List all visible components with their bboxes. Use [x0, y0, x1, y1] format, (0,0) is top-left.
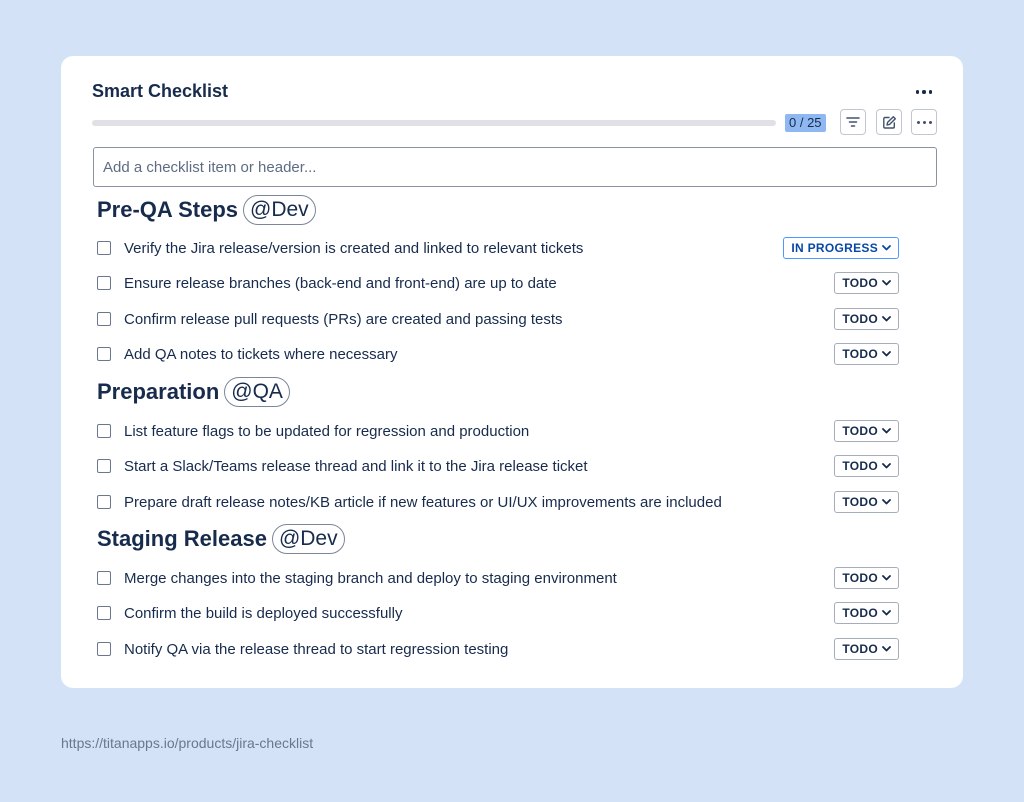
ellipsis-icon — [917, 121, 932, 124]
item-text: Merge changes into the staging branch and deploy to staging environment — [124, 569, 617, 587]
status-label: TODO — [842, 276, 878, 290]
chevron-down-icon — [882, 646, 891, 652]
status-label: TODO — [842, 571, 878, 585]
section-title: Preparation — [97, 379, 220, 404]
status-label: TODO — [842, 606, 878, 620]
item-text: Notify QA via the release thread to start regression testing — [124, 640, 509, 658]
chevron-down-icon — [882, 280, 891, 286]
checklist-item — [97, 236, 899, 260]
status-dropdown[interactable] — [834, 491, 899, 513]
footer-url: https://titanapps.io/products/jira-checklist — [61, 735, 314, 751]
status-dropdown[interactable] — [834, 567, 899, 589]
item-checkbox[interactable] — [97, 276, 111, 290]
status-dropdown[interactable] — [834, 420, 899, 442]
status-dropdown[interactable] — [783, 237, 899, 259]
card-more-icon[interactable] — [912, 82, 936, 102]
add-checklist-item-input[interactable] — [93, 147, 937, 187]
checklist-item — [97, 637, 899, 661]
item-checkbox[interactable] — [97, 571, 111, 585]
edit-icon — [882, 115, 897, 130]
smart-checklist-card — [61, 56, 963, 688]
status-label: TODO — [842, 312, 878, 326]
item-text: Start a Slack/Teams release thread and link it to the Jira release ticket — [124, 457, 588, 475]
item-checkbox[interactable] — [97, 459, 111, 473]
chevron-down-icon — [882, 499, 891, 505]
item-text: Prepare draft release notes/KB article if new features or UI/UX improvements are included — [124, 493, 722, 511]
status-label: TODO — [842, 424, 878, 438]
status-label: TODO — [842, 495, 878, 509]
item-checkbox[interactable] — [97, 312, 111, 326]
item-checkbox[interactable] — [97, 606, 111, 620]
assignee-mention[interactable]: @Dev — [272, 524, 345, 554]
edit-button[interactable] — [876, 109, 902, 135]
chevron-down-icon — [882, 610, 891, 616]
status-dropdown[interactable] — [834, 455, 899, 477]
section-title: Staging Release — [97, 526, 267, 551]
item-text: Confirm the build is deployed successfully — [124, 604, 403, 622]
chevron-down-icon — [882, 575, 891, 581]
assignee-mention[interactable]: @Dev — [243, 195, 316, 225]
section-header-staging-release — [97, 524, 345, 554]
status-label: TODO — [842, 642, 878, 656]
chevron-down-icon — [882, 245, 891, 251]
item-checkbox[interactable] — [97, 495, 111, 509]
item-text: Add QA notes to tickets where necessary — [124, 345, 398, 363]
more-options-button[interactable] — [911, 109, 937, 135]
item-checkbox[interactable] — [97, 424, 111, 438]
status-dropdown[interactable] — [834, 602, 899, 624]
checklist-item — [97, 419, 899, 443]
item-text: Verify the Jira release/version is created and linked to relevant tickets — [124, 239, 584, 257]
progress-count-badge: 0 / 25 — [785, 114, 826, 132]
chevron-down-icon — [882, 316, 891, 322]
status-dropdown[interactable] — [834, 343, 899, 365]
chevron-down-icon — [882, 428, 891, 434]
status-label: IN PROGRESS — [791, 241, 878, 255]
status-dropdown[interactable] — [834, 308, 899, 330]
status-dropdown[interactable] — [834, 638, 899, 660]
checklist-item — [97, 490, 899, 514]
status-label: TODO — [842, 459, 878, 473]
section-header-pre-qa-steps — [97, 195, 316, 225]
item-text: Ensure release branches (back-end and front-end) are up to date — [124, 274, 557, 292]
assignee-mention[interactable]: @QA — [224, 377, 290, 407]
item-checkbox[interactable] — [97, 241, 111, 255]
checklist-item — [97, 454, 899, 478]
item-checkbox[interactable] — [97, 347, 111, 361]
chevron-down-icon — [882, 351, 891, 357]
checklist-item — [97, 342, 899, 366]
section-header-preparation — [97, 377, 290, 407]
checklist-item — [97, 307, 899, 331]
card-title: Smart Checklist — [92, 81, 229, 101]
chevron-down-icon — [882, 463, 891, 469]
checklist-item — [97, 271, 899, 295]
filter-button[interactable] — [840, 109, 866, 135]
status-dropdown[interactable] — [834, 272, 899, 294]
status-label: TODO — [842, 347, 878, 361]
progress-bar — [92, 120, 776, 126]
item-text: Confirm release pull requests (PRs) are created and passing tests — [124, 310, 563, 328]
checklist-item — [97, 566, 899, 590]
section-title: Pre-QA Steps — [97, 197, 239, 222]
checklist-item — [97, 601, 899, 625]
item-text: List feature flags to be updated for regression and production — [124, 422, 530, 440]
item-checkbox[interactable] — [97, 642, 111, 656]
filter-icon — [846, 116, 860, 128]
